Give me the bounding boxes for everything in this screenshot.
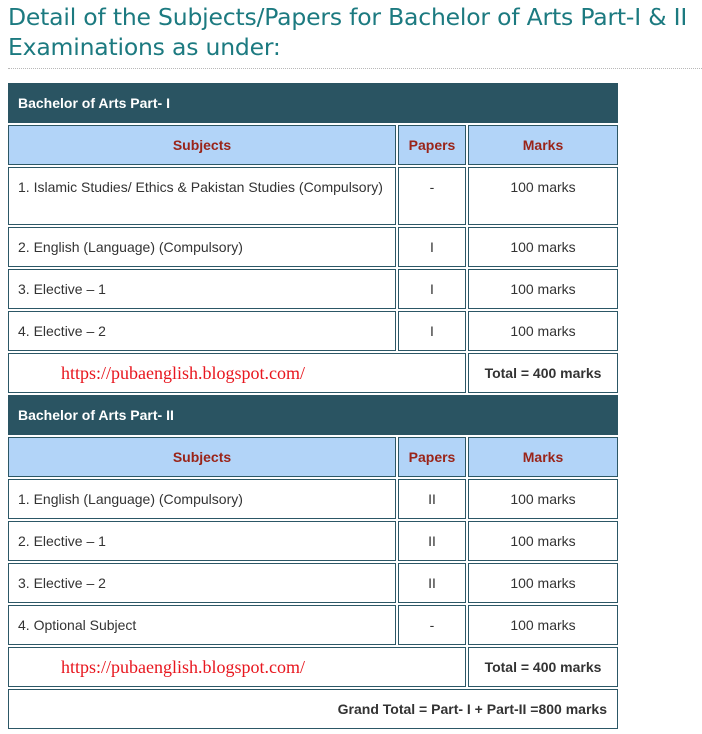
part2-row2-paper: II xyxy=(398,521,466,561)
part2-row3-paper: II xyxy=(398,563,466,603)
part2-row1-marks: 100 marks xyxy=(468,479,618,519)
part2-section-header: Bachelor of Arts Part- II xyxy=(8,395,618,435)
part2-row2-subject: 2. Elective – 1 xyxy=(8,521,396,561)
grand-total: Grand Total = Part- I + Part-II =800 marks xyxy=(8,689,618,729)
part2-subjects-column-header: Subjects xyxy=(8,437,396,477)
part1-total: Total = 400 marks xyxy=(468,353,618,393)
part1-papers-column-header: Papers xyxy=(398,125,466,165)
part1-row2-subject: 2. English (Language) (Compulsory) xyxy=(8,227,396,267)
part2-row4-marks: 100 marks xyxy=(468,605,618,645)
part2-row3-subject: 3. Elective – 2 xyxy=(8,563,396,603)
part2-marks-column-header: Marks xyxy=(468,437,618,477)
part2-blog-link-text: https://pubaenglish.blogspot.com/ xyxy=(8,647,466,687)
part1-row2-paper: I xyxy=(398,227,466,267)
part2-row4-paper: - xyxy=(398,605,466,645)
part1-row4-marks: 100 marks xyxy=(468,311,618,351)
part1-row1-marks: 100 marks xyxy=(468,167,618,225)
part1-row4-paper: I xyxy=(398,311,466,351)
page-title: Detail of the Subjects/Papers for Bachelor of Arts Part-I & II Examinations as under: xyxy=(8,3,688,61)
part1-row1-paper: - xyxy=(398,167,466,225)
part1-blog-link-text: https://pubaenglish.blogspot.com/ xyxy=(8,353,466,393)
part1-row3-paper: I xyxy=(398,269,466,309)
part2-papers-column-header: Papers xyxy=(398,437,466,477)
part1-subjects-column-header: Subjects xyxy=(8,125,396,165)
part1-row1-subject: 1. Islamic Studies/ Ethics & Pakistan Studies (Compulsory) xyxy=(8,167,396,225)
part1-row3-marks: 100 marks xyxy=(468,269,618,309)
part2-row1-subject: 1. English (Language) (Compulsory) xyxy=(8,479,396,519)
part2-row1-paper: II xyxy=(398,479,466,519)
part1-marks-column-header: Marks xyxy=(468,125,618,165)
part1-row3-subject: 3. Elective – 1 xyxy=(8,269,396,309)
dotted-divider xyxy=(8,68,702,69)
part1-row2-marks: 100 marks xyxy=(468,227,618,267)
part1-row4-subject: 4. Elective – 2 xyxy=(8,311,396,351)
part2-row4-subject: 4. Optional Subject xyxy=(8,605,396,645)
part2-row2-marks: 100 marks xyxy=(468,521,618,561)
part2-total: Total = 400 marks xyxy=(468,647,618,687)
part2-row3-marks: 100 marks xyxy=(468,563,618,603)
part1-section-header: Bachelor of Arts Part- I xyxy=(8,83,618,123)
